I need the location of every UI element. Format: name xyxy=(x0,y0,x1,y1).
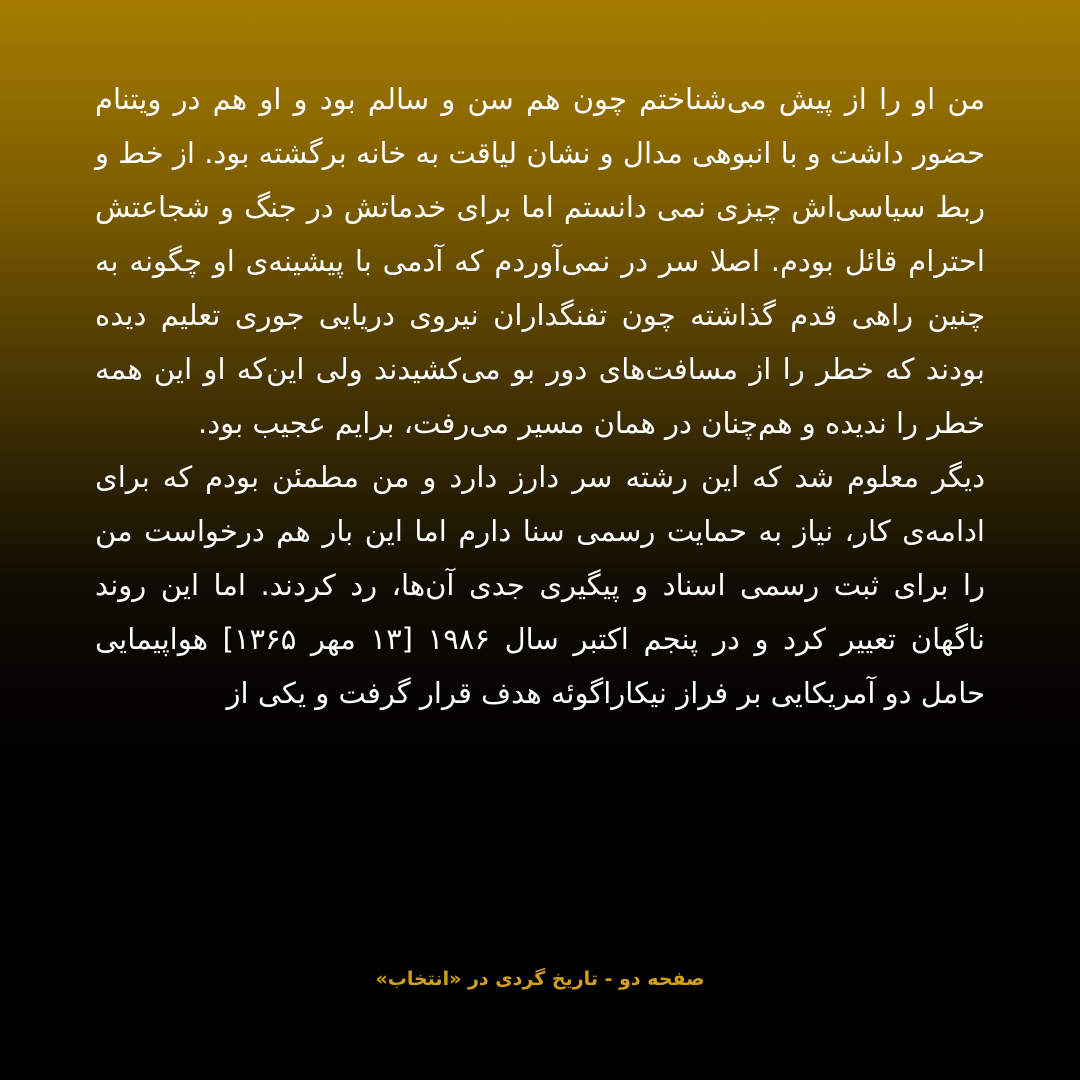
article-paragraph-1: من او را از پیش می‌شناختم چون هم سن و سالم بود و او هم در ویتنام حضور داشت و با انبوهی مدال و نشان لیاقت به خانه برگشته بود. از خط و ربط سیاسی‌اش چیزی نمی دانستم اما برای خدماتش در جنگ و شجاعتش احترام قائل بودم. اصلا سر در نمی‌آوردم که آدمی با پیشینه‌ی او چگونه به چنین راهی قدم گذاشته چون تفنگداران نیروی دریایی جوری تعلیم دیده بودند که خطر را از مسافت‌های دور بو می‌کشیدند ولی این‌که او این همه خطر را ندیده و هم‌چنان در همان مسیر می‌رفت، برایم عجیب بود. xyxy=(95,82,985,440)
page-caption: صفحه دو - تاریخ گردی در «انتخاب» xyxy=(375,968,705,990)
article-paragraph-2: دیگر معلوم شد که این رشته سر دارز دارد و من مطمئن بودم که برای ادامه‌ی کار، نیاز به حمایت رسمی سنا دارم اما این بار هم درخواست من را برای ثبت رسمی اسناد و پیگیری جدی آن‌ها، رد کردند. اما این روند ناگهان تعییر کرد و در پنجم اکتبر سال ۱۹۸۶ [۱۳ مهر ۱۳۶۵] هواپیمایی حامل دو آمریکایی بر فراز نیکاراگوئه هدف قرار گرفت و یکی از xyxy=(95,460,985,710)
article-body xyxy=(95,72,985,720)
